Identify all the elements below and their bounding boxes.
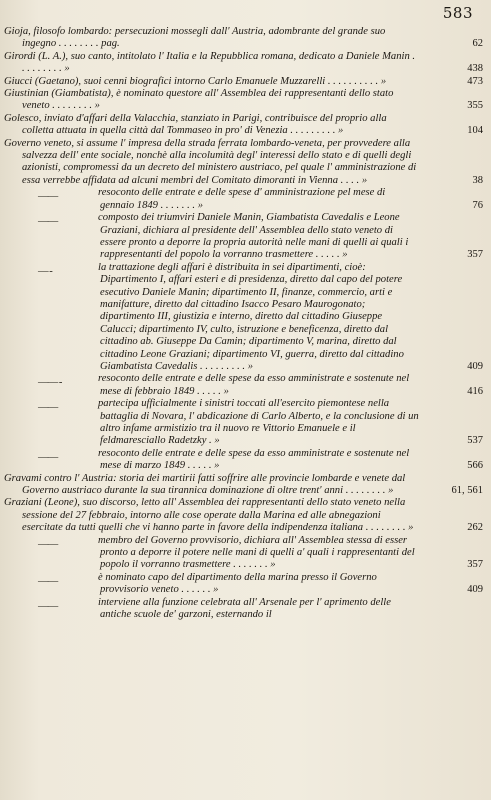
ditto-dash: —— (38, 575, 58, 587)
index-subentry (0, 535, 491, 572)
index-subentry (0, 572, 491, 597)
page-reference: 416 (467, 385, 483, 397)
ditto-dash: —— (38, 216, 58, 228)
page-reference: 409 (467, 584, 483, 596)
index-entry (0, 113, 491, 138)
index-subentry (0, 187, 491, 212)
ditto-dash: — - (38, 265, 52, 277)
page-reference: 357 (467, 559, 483, 571)
entry-text: Giustinian (Giambatista), è nominato questore all' Assemblea dei rappresentanti dello stato veneto . . . . . . . . » (4, 88, 394, 112)
entry-text: Gioja, filosofo lombardo: persecuzioni mossegli dall' Austria, adombrante del grande suo ingegno . . . . . . . . pag. (4, 26, 386, 50)
entry-text: composto dei triumviri Daniele Manin, Giambatista Cavedalis e Leone Graziani, dichiara al presidente dell' Assemblea dello stato veneto di essere pronto a deporre la propria autorità nelle mani di quelli ai quali i rappresentanti del popolo la vorranno trasmettere . . . . . » (98, 212, 409, 261)
page-reference: 76 (472, 199, 483, 211)
entry-text: è nominato capo del dipartimento della marina presso il Governo provvisorio veneto . . . . . . » (98, 571, 377, 596)
ditto-dash: —— - (38, 377, 62, 389)
page-reference: 438 (467, 63, 483, 75)
page-reference: 262 (467, 522, 483, 534)
index-entry (0, 497, 491, 534)
page-reference: 409 (467, 360, 483, 372)
page-reference: 357 (467, 249, 483, 261)
page-reference: 473 (467, 75, 483, 87)
entry-text: resoconto delle entrate e delle spese da esso amministrate e sostenute nel mese di marzo 1849 . . . . . » (98, 447, 410, 472)
page-reference: 61, 561 (451, 485, 483, 497)
index-subentry (0, 212, 491, 262)
page-reference: 38 (472, 174, 483, 186)
index-subentry (0, 448, 491, 473)
page-reference: 104 (467, 125, 483, 137)
page-reference: 537 (467, 435, 483, 447)
index-entry (0, 138, 491, 188)
entry-text: Golesco, inviato d'affari della Valacchia, stanziato in Parigi, contribuisce del proprio alla colletta attuata in quella città dal Tommaseo in pro' di Venezia . . . . . . . . . » (4, 112, 387, 137)
entry-text: membro del Governo provvisorio, dichiara all' Assemblea stessa di esser pronto a deporre il potere nelle mani di quelli a' quali i rappresentanti del popolo il vorranno trasmettere . . . . . . . » (98, 534, 415, 571)
index-entry (0, 76, 491, 88)
page-reference: 566 (467, 460, 483, 472)
ditto-dash: —— (38, 402, 58, 414)
index-entries (0, 26, 491, 622)
entry-text: partecipa ufficialmente i sinistri toccati all'esercito piemontese nella battaglia di Novara, l' abdicazione di Carlo Alberto, e la conclusione di un altro infame armistizio tra il nuovo re Vittorio Emanuele e il feldmaresciallo Radetzky . » (98, 398, 419, 447)
page-reference: 355 (467, 100, 483, 112)
entry-text: Girordi (L. A.), suo canto, intitolato l' Italia e la Repubblica romana, dedicato a Daniele Manin . . . . . . . . . » (4, 50, 416, 75)
entry-text: la trattazione degli affari è distribuita in sei dipartimenti, cioè: Dipartimento I, affari esteri e di presidenza, diretto dal capo del potere esecutivo Daniele Manin; dipartimento II, finanze, commercio, arti e manifatture, diretto dal cittadino Isacco Pesaro Maurogonato; dipartimento III, giustizia e interno, diretto dal cittadino Giuseppe Calucci; dipartimento IV, culto, istruzione e beneficenza, diretto dal cittadino ab. Giuseppe Da Camin; dipartimento V, marina, diretto dal cittadino Leone Graziani; dipartimento VI, guerra, diretto dal cittadino Giambatista Cavedalis . . . . . . . . . » (98, 261, 404, 372)
entry-text: Governo veneto, si assume l' impresa della strada ferrata lombardo-veneta, per provvedere alla salvezza dell' ente sociale, nonchè alla incolumità degl' interessi dello stato e di quelli degli azionisti, compromessi da un decreto del ministero austriaco, pel quale l' amministrazione di essa verrebbe affidata ad alcuni membri del Comitato dimoranti in Vienna . . . . » (4, 137, 417, 186)
entry-text: Gravami contro l' Austria: storia dei martirii fatti soffrire alle provincie lombarde e venete dal Governo austriaco durante la sua tirannica dominazione di oltre trent' anni . . . . . . . . » (4, 472, 406, 497)
index-entry (0, 88, 491, 113)
index-subentry (0, 398, 491, 448)
index-entry (0, 51, 491, 76)
index-entry (0, 26, 491, 51)
entry-text: Giucci (Gaetano), suoi cenni biografici intorno Carlo Emanuele Muzzarelli . . . . . . . . . . » (4, 75, 387, 87)
page-reference: 62 (472, 38, 483, 50)
index-subentry (0, 597, 491, 622)
ditto-dash: —— (38, 451, 58, 463)
index-entry (0, 473, 491, 498)
index-subentry (0, 373, 491, 398)
ditto-dash: —— (38, 538, 58, 550)
page-number: 583 (442, 4, 473, 22)
ditto-dash: —— (38, 191, 58, 203)
index-subentry (0, 262, 491, 374)
ditto-dash: —— (38, 600, 58, 612)
entry-text: resoconto delle entrate e delle spese d' amministrazione pel mese di gennaio 1849 . . . . . . . » (98, 187, 386, 211)
entry-text: Graziani (Leone), suo discorso, letto all' Assemblea dei rappresentanti dello stato veneto nella sessione del 27 febbraio, intorno alle cose operate dalla Marina ed alle abnegazioni esercitate da tutti quelli che vi hanno parte in favore della indipendenza italiana . . . . . . . . » (4, 497, 414, 534)
entry-text: resoconto delle entrate e delle spese da esso amministrate e sostenute nel mese di febbraio 1849 . . . . . » (98, 373, 410, 397)
entry-text: interviene alla funzione celebrata all' Arsenale per l' aprimento delle antiche scuole de' garzoni, esternando il (98, 596, 391, 621)
